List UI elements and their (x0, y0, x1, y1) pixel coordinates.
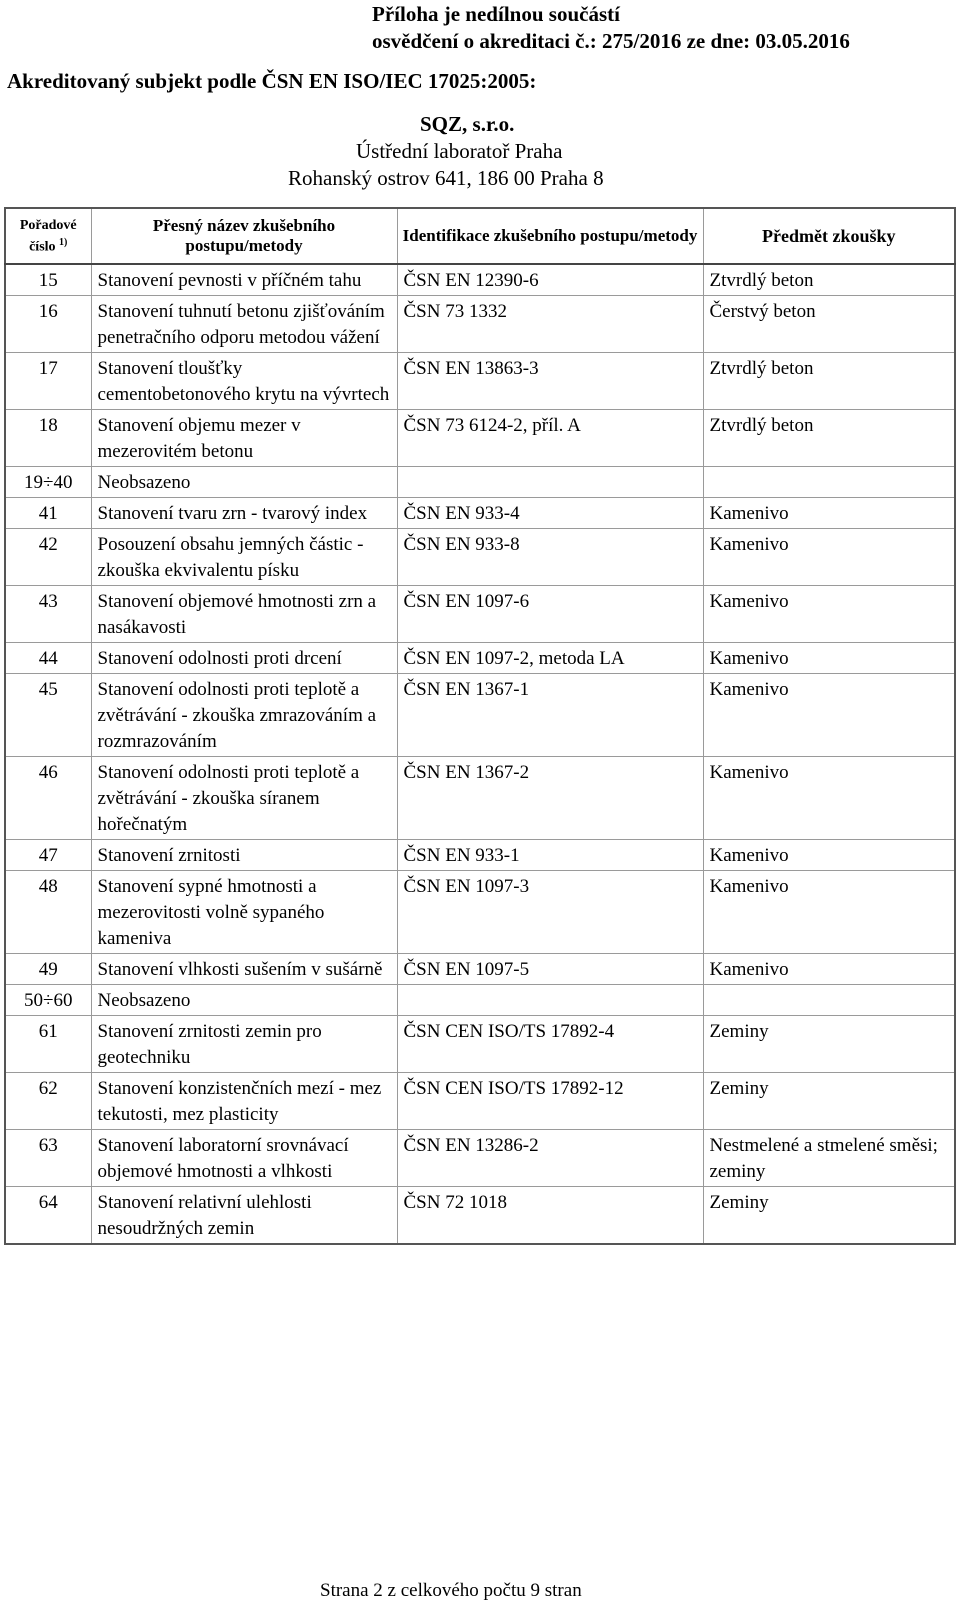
test-subject: Zeminy (703, 1073, 955, 1130)
method-id: ČSN EN 13286-2 (397, 1130, 703, 1187)
annex-note-line2: osvědčení o akreditaci č.: 275/2016 ze dne: 03.05.2016 (372, 29, 850, 53)
method-name: Stanovení vlhkosti sušením v sušárně (91, 954, 397, 985)
row-number: 61 (5, 1016, 91, 1073)
row-number: 50÷60 (5, 985, 91, 1016)
test-subject: Čerstvý beton (703, 296, 955, 353)
row-number: 44 (5, 643, 91, 674)
column-header-name: Přesný název zkušebního postupu/metody (91, 208, 397, 264)
table-row (5, 643, 955, 674)
method-id: ČSN 73 6124-2, příl. A (397, 410, 703, 467)
row-number: 41 (5, 498, 91, 529)
row-number: 42 (5, 529, 91, 586)
method-id: ČSN EN 1097-6 (397, 586, 703, 643)
method-name: Stanovení relativní ulehlosti nesoudržných zemin (91, 1187, 397, 1245)
method-id: ČSN EN 933-4 (397, 498, 703, 529)
method-id: ČSN EN 1367-1 (397, 674, 703, 757)
test-subject: Kamenivo (703, 757, 955, 840)
test-subject: Kamenivo (703, 586, 955, 643)
test-subject: Kamenivo (703, 871, 955, 954)
table-row (5, 410, 955, 467)
page-footer: Strana 2 z celkového počtu 9 stran (320, 1580, 582, 1601)
accreditation-title: Akreditovaný subjekt podle ČSN EN ISO/IEC 17025:2005: (7, 69, 537, 93)
method-name: Stanovení odolnosti proti drcení (91, 643, 397, 674)
row-number: 46 (5, 757, 91, 840)
table-row (5, 498, 955, 529)
method-id: ČSN 72 1018 (397, 1187, 703, 1245)
table-row (5, 985, 955, 1016)
test-subject: Zeminy (703, 1016, 955, 1073)
row-number: 62 (5, 1073, 91, 1130)
method-name: Stanovení zrnitosti (91, 840, 397, 871)
method-id: ČSN EN 1367-2 (397, 757, 703, 840)
method-name: Stanovení tuhnutí betonu zjišťováním penetračního odporu metodou vážení (91, 296, 397, 353)
method-id: ČSN EN 933-8 (397, 529, 703, 586)
table-row (5, 840, 955, 871)
test-subject: Ztvrdlý beton (703, 353, 955, 410)
method-id: ČSN EN 1097-3 (397, 871, 703, 954)
method-name: Neobsazeno (91, 467, 397, 498)
table-row (5, 757, 955, 840)
table-row (5, 1130, 955, 1187)
table-row (5, 871, 955, 954)
method-id: ČSN EN 1097-2, metoda LA (397, 643, 703, 674)
test-subject: Ztvrdlý beton (703, 410, 955, 467)
method-name: Stanovení tloušťky cementobetonového krytu na vývrtech (91, 353, 397, 410)
table-row (5, 353, 955, 410)
table-row (5, 529, 955, 586)
method-name: Posouzení obsahu jemných částic - zkouška ekvivalentu písku (91, 529, 397, 586)
method-name: Stanovení odolnosti proti teplotě a zvětrávání - zkouška síranem hořečnatým (91, 757, 397, 840)
table-header (5, 208, 955, 264)
test-subject: Kamenivo (703, 643, 955, 674)
table-row (5, 586, 955, 643)
table-row (5, 264, 955, 296)
table-row (5, 467, 955, 498)
method-id: ČSN EN 12390-6 (397, 264, 703, 296)
row-number: 16 (5, 296, 91, 353)
test-subject: Kamenivo (703, 529, 955, 586)
table-row (5, 954, 955, 985)
method-name: Stanovení zrnitosti zemin pro geotechniku (91, 1016, 397, 1073)
test-subject: Kamenivo (703, 674, 955, 757)
method-id: ČSN CEN ISO/TS 17892-12 (397, 1073, 703, 1130)
method-id: ČSN EN 13863-3 (397, 353, 703, 410)
method-name: Stanovení konzistenčních mezí - mez tekutosti, mez plasticity (91, 1073, 397, 1130)
table-row (5, 674, 955, 757)
column-header-id: Identifikace zkušebního postupu/metody (397, 208, 703, 264)
annex-note-line1: Příloha je nedílnou součástí (372, 2, 620, 26)
table-row (5, 1187, 955, 1245)
table-row (5, 1073, 955, 1130)
row-number: 18 (5, 410, 91, 467)
test-subject: Kamenivo (703, 954, 955, 985)
method-id: ČSN CEN ISO/TS 17892-4 (397, 1016, 703, 1073)
test-subject (703, 467, 955, 498)
column-header-subject: Předmět zkoušky (703, 208, 955, 264)
row-number: 63 (5, 1130, 91, 1187)
test-subject: Nestmelené a stmelené směsi; zeminy (703, 1130, 955, 1187)
row-number: 17 (5, 353, 91, 410)
test-subject: Kamenivo (703, 840, 955, 871)
method-name: Stanovení pevnosti v příčném tahu (91, 264, 397, 296)
method-name: Stanovení objemu mezer v mezerovitém betonu (91, 410, 397, 467)
method-name: Stanovení laboratorní srovnávací objemové hmotnosti a vlhkosti (91, 1130, 397, 1187)
row-number: 64 (5, 1187, 91, 1245)
method-name: Neobsazeno (91, 985, 397, 1016)
table-row (5, 1016, 955, 1073)
test-subject (703, 985, 955, 1016)
row-number: 48 (5, 871, 91, 954)
column-header-number: Pořadové číslo $^{1)}$ (5, 208, 91, 264)
method-name: Stanovení sypné hmotnosti a mezerovitosti volně sypaného kameniva (91, 871, 397, 954)
test-subject: Zeminy (703, 1187, 955, 1245)
method-name: Stanovení odolnosti proti teplotě a zvětrávání - zkouška zmrazováním a rozmrazováním (91, 674, 397, 757)
row-number: 49 (5, 954, 91, 985)
test-subject: Ztvrdlý beton (703, 264, 955, 296)
methods-table (4, 207, 956, 1245)
laboratory-address: Rohanský ostrov 641, 186 00 Praha 8 (288, 166, 604, 190)
method-id (397, 467, 703, 498)
row-number: 15 (5, 264, 91, 296)
row-number: 47 (5, 840, 91, 871)
organization-name: SQZ, s.r.o. (420, 112, 515, 136)
table-row (5, 296, 955, 353)
method-name: Stanovení tvaru zrn - tvarový index (91, 498, 397, 529)
table-body (5, 264, 955, 1244)
method-id (397, 985, 703, 1016)
laboratory-name: Ústřední laboratoř Praha (356, 139, 563, 163)
test-subject: Kamenivo (703, 498, 955, 529)
method-id: ČSN EN 1097-5 (397, 954, 703, 985)
row-number: 43 (5, 586, 91, 643)
row-number: 19÷40 (5, 467, 91, 498)
method-name: Stanovení objemové hmotnosti zrn a nasákavosti (91, 586, 397, 643)
row-number: 45 (5, 674, 91, 757)
method-id: ČSN EN 933-1 (397, 840, 703, 871)
method-id: ČSN 73 1332 (397, 296, 703, 353)
